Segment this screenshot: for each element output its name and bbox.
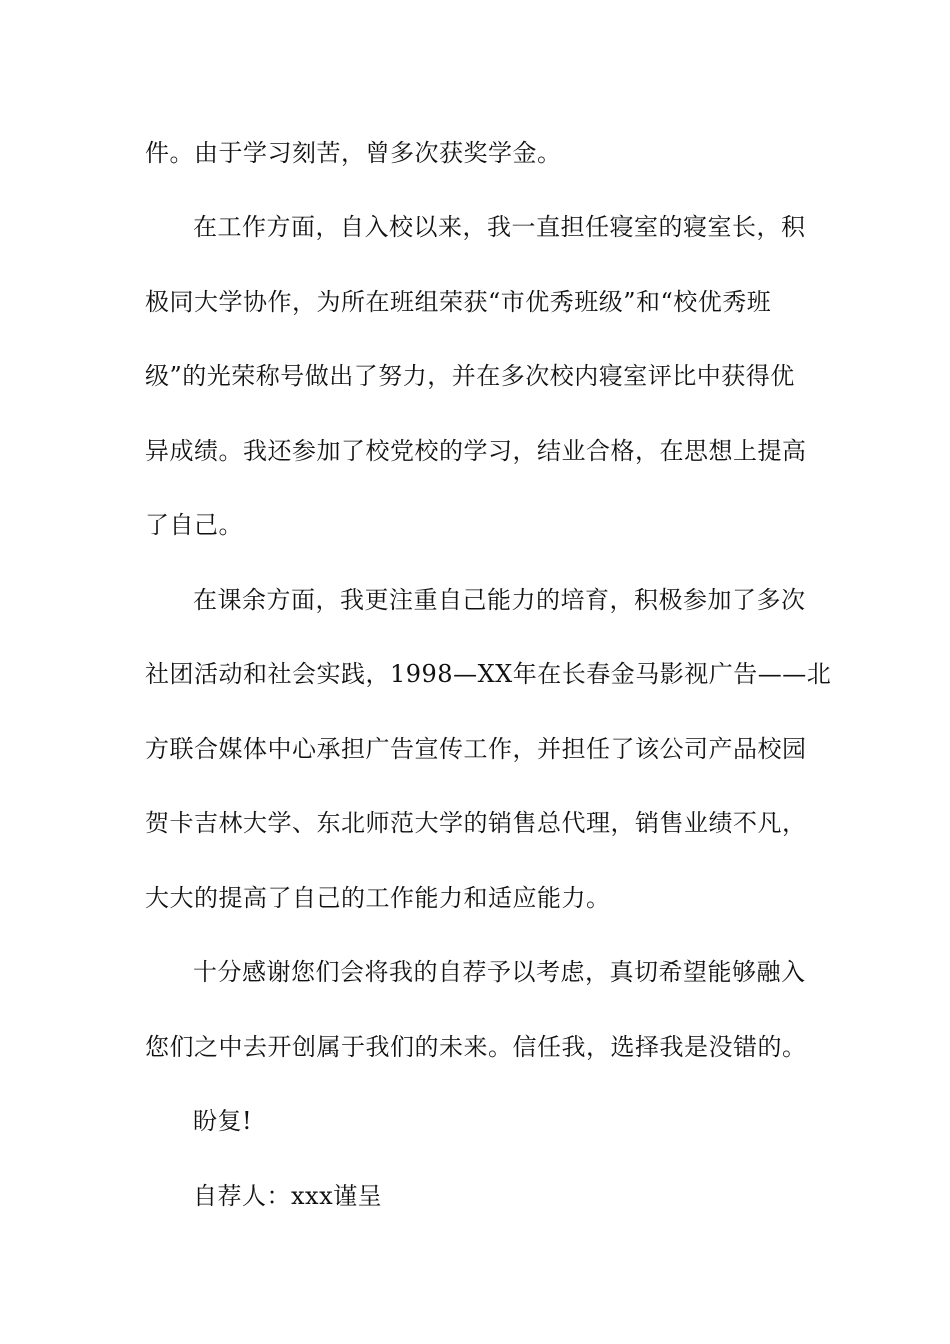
- signature-line: 自荐人：xxx谨呈: [193, 1182, 383, 1210]
- text-line: 您们之中去开创属于我们的未来。信任我，选择我是没错的。: [145, 1033, 807, 1061]
- text-line: 在工作方面，自入校以来，我一直担任寝室的寝室长，积: [193, 213, 806, 241]
- text-line: 件。由于学习刻苦，曾多次获奖学金。: [145, 139, 562, 167]
- text-line: 贺卡吉林大学、东北师范大学的销售总代理，销售业绩不凡，: [145, 809, 807, 837]
- text-line: 极同大学协作，为所在班组荣获“市优秀班级”和“校优秀班: [145, 288, 772, 316]
- text-line: 异成绩。我还参加了校党校的学习，结业合格，在思想上提高: [145, 437, 807, 465]
- text-line: 级”的光荣称号做出了努力，并在多次校内寝室评比中获得优: [145, 362, 795, 390]
- text-line: 十分感谢您们会将我的自荐予以考虑，真切希望能够融入: [193, 958, 806, 986]
- text-line: 方联合媒体中心承担广告宣传工作，并担任了该公司产品校园: [145, 735, 807, 763]
- text-line: 大大的提高了自己的工作能力和适应能力。: [145, 884, 611, 912]
- text-line: 社团活动和社会实践，1998—XX年在长春金马影视广告——北: [145, 660, 832, 688]
- closing-line: 盼复!: [193, 1107, 253, 1135]
- text-line: 在课余方面，我更注重自己能力的培育，积极参加了多次: [193, 586, 806, 614]
- text-line: 了自己。: [145, 511, 243, 539]
